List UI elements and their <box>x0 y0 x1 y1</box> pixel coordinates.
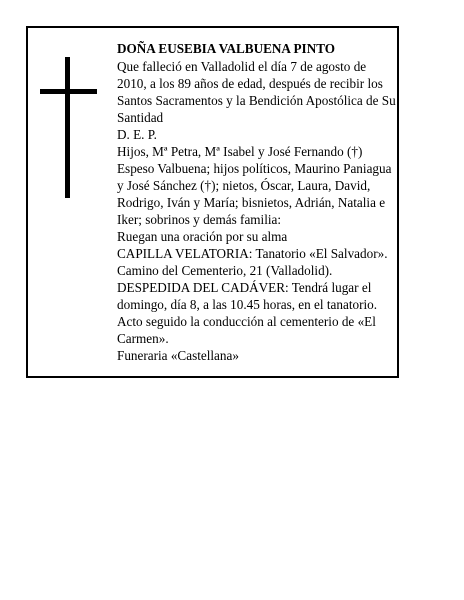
cross-icon <box>28 28 108 228</box>
deceased-name: DOÑA EUSEBIA VALBUENA PINTO <box>117 41 336 56</box>
family-list: Hijos, Mª Petra, Mª Isabel y José Fernando (†) Espeso Valbuena; hijos políticos, Maurino Paniagua y José Sánchez (†); nietos, Óscar, Laura, David, Rodrigo, Iván y María; bisnietos, Adrián, Natalia e Iker; sobrinos y demás familia: <box>117 144 392 227</box>
prayer-request: Ruegan una oración por su alma <box>117 229 288 244</box>
funeral-home: Funeraria «Castellana» <box>117 348 239 363</box>
rip-line: D. E. P. <box>117 127 157 142</box>
farewell-info: DESPEDIDA DEL CADÁVER: Tendrá lugar el domingo, día 8, a las 10.45 horas, en el tanatorio. Acto seguido la conducción al cementerio de «El Carmen». <box>117 280 378 346</box>
cross-horizontal-bar <box>40 89 97 94</box>
obituary-notice <box>26 26 399 378</box>
notice-text <box>117 40 397 364</box>
death-statement: Que falleció en Valladolid el día 7 de agosto de 2010, a los 89 años de edad, después de recibir los Santos Sacramentos y la Bendición Apostólica de Su Santidad <box>117 59 396 125</box>
cross-vertical-bar <box>65 57 70 198</box>
chapel-info: CAPILLA VELATORIA: Tanatorio «El Salvador». Camino del Cementerio, 21 (Valladolid). <box>117 246 388 278</box>
